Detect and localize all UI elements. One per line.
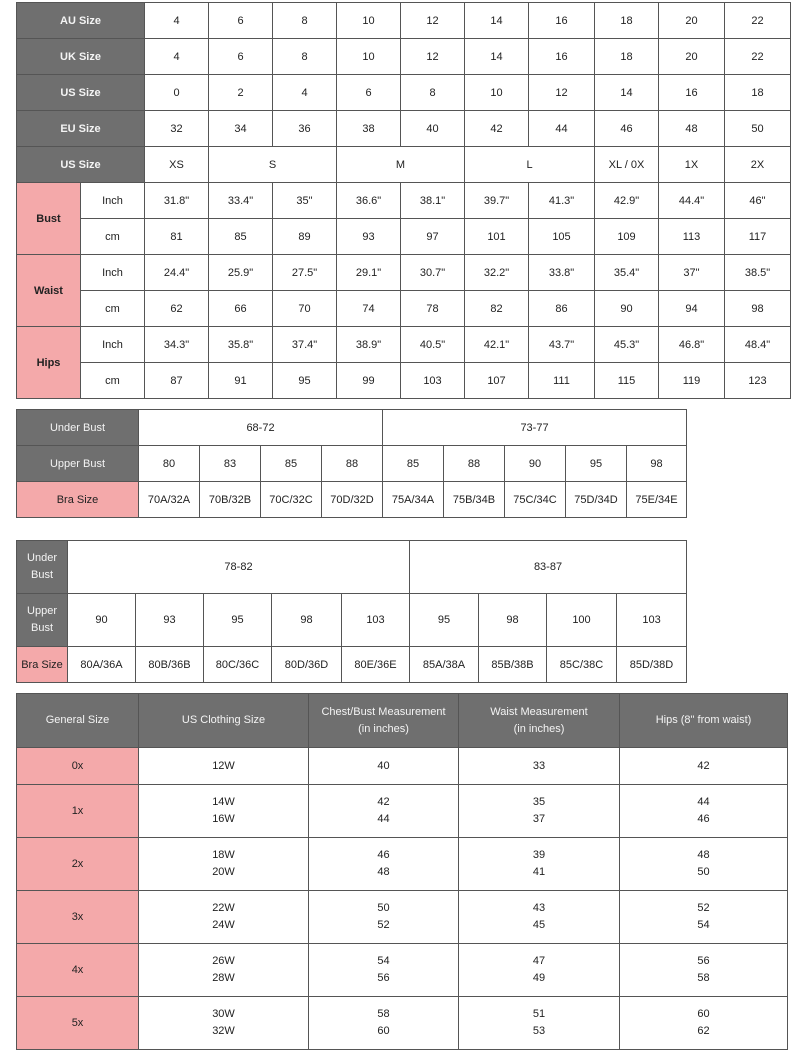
cell-line: 54 [697, 919, 710, 931]
cell: 6 [209, 3, 273, 39]
bra-size-table-2 [16, 540, 687, 683]
cell: 80D/36D [272, 647, 342, 683]
bust-label: Bust [17, 183, 81, 255]
cell: 70A/32A [139, 482, 200, 518]
cell-line: 46 [697, 813, 710, 825]
cell: 66 [209, 291, 273, 327]
cell: 88 [444, 446, 505, 482]
cell: 81 [145, 219, 209, 255]
cell: 12 [401, 39, 465, 75]
row-label: UK Size [17, 39, 145, 75]
general-size-cell: 1x [17, 785, 139, 838]
cell: 37" [659, 255, 725, 291]
header-waist [459, 694, 620, 748]
cell-line: 40 [377, 759, 390, 772]
cell: 36.6" [337, 183, 401, 219]
general-size-cell: 4x [17, 944, 139, 997]
cell-line: 26W [212, 955, 235, 967]
table-row [17, 785, 788, 838]
cell-line: 33 [532, 759, 546, 772]
cell: 36 [273, 111, 337, 147]
cell-line: 37 [532, 813, 546, 825]
cell [620, 891, 788, 944]
cell: 35" [273, 183, 337, 219]
cell: 6 [209, 39, 273, 75]
cell [459, 997, 620, 1050]
label-line: Bust [30, 569, 53, 581]
cell: 103 [342, 594, 410, 647]
waist-inch-row [17, 255, 791, 291]
cell: 80C/36C [204, 647, 272, 683]
cell: 42.9" [595, 183, 659, 219]
cell-line: 41 [532, 866, 546, 878]
cell: 85 [209, 219, 273, 255]
cell: 22 [725, 39, 791, 75]
bust-cm-row [17, 219, 791, 255]
bra-size-table-1 [16, 409, 687, 518]
cell: 32.2" [465, 255, 529, 291]
cell-line: 60 [697, 1008, 710, 1020]
unit-label: Inch [81, 327, 145, 363]
cell [459, 838, 620, 891]
cell-line: 30W [212, 1008, 235, 1020]
cell-line: 14W [212, 796, 235, 808]
cell [139, 785, 309, 838]
cell: 10 [337, 39, 401, 75]
cell-line: 44 [697, 796, 710, 808]
cell: XL / 0X [595, 147, 659, 183]
cell [309, 997, 459, 1050]
cell: 2X [725, 147, 791, 183]
row-label: US Size [17, 75, 145, 111]
cell: 16 [529, 39, 595, 75]
header-chest-bust [309, 694, 459, 748]
cell-line: 35 [532, 796, 546, 808]
cell-line: 54 [377, 955, 390, 967]
header-line: (in inches) [513, 722, 565, 735]
cell: 35.8" [209, 327, 273, 363]
cell: 4 [273, 75, 337, 111]
cell: 24.4" [145, 255, 209, 291]
cell: 75B/34B [444, 482, 505, 518]
cell: 31.8" [145, 183, 209, 219]
general-size-cell: 0x [17, 748, 139, 785]
cell: 93 [337, 219, 401, 255]
cell [459, 785, 620, 838]
eu-size-row [17, 111, 791, 147]
cell-line: 20W [212, 866, 235, 878]
cell-line: 50 [697, 866, 710, 878]
cell-line: 52 [377, 919, 390, 931]
cell [459, 944, 620, 997]
cell: 20 [659, 39, 725, 75]
unit-label: cm [81, 363, 145, 399]
waist-cm-row [17, 291, 791, 327]
uk-size-row [17, 39, 791, 75]
cell: 8 [401, 75, 465, 111]
cell [309, 891, 459, 944]
cell: 89 [273, 219, 337, 255]
cell: 70B/32B [200, 482, 261, 518]
cell: 46.8" [659, 327, 725, 363]
row-label [17, 541, 68, 594]
cell [309, 748, 459, 785]
cell: 12 [401, 3, 465, 39]
cell: 113 [659, 219, 725, 255]
row-label: Under Bust [17, 410, 139, 446]
cell: 6 [337, 75, 401, 111]
cell: 40.5" [401, 327, 465, 363]
cell [309, 944, 459, 997]
row-label: EU Size [17, 111, 145, 147]
cell: 97 [401, 219, 465, 255]
cell [139, 838, 309, 891]
cell: 38.5" [725, 255, 791, 291]
row-label [17, 594, 68, 647]
size-conversion-table [16, 2, 791, 399]
cell-line: 43 [532, 902, 546, 914]
cell: 88 [322, 446, 383, 482]
cell: 86 [529, 291, 595, 327]
general-size-cell: 5x [17, 997, 139, 1050]
cell-line: 52 [697, 902, 710, 914]
table-row [17, 838, 788, 891]
cell-line: 39 [532, 849, 546, 861]
cell: 80E/36E [342, 647, 410, 683]
cell-line: 12W [212, 759, 235, 772]
cell [309, 838, 459, 891]
cell: 111 [529, 363, 595, 399]
cell-line: 49 [532, 972, 546, 984]
cell [620, 748, 788, 785]
bra-size-row [17, 482, 687, 518]
header-general-size: General Size [17, 694, 139, 748]
cell: 85C/38C [547, 647, 617, 683]
cell: 85D/38D [617, 647, 687, 683]
label-line: Under [27, 552, 57, 564]
label-line: Bust [30, 622, 53, 634]
cell-line: 47 [532, 955, 546, 967]
cell: 62 [145, 291, 209, 327]
cell: 14 [465, 39, 529, 75]
us-size-row [17, 75, 791, 111]
cell: 85 [383, 446, 444, 482]
cell [139, 997, 309, 1050]
cell: 4 [145, 3, 209, 39]
cell-line: 18W [212, 849, 235, 861]
cell: 22 [725, 3, 791, 39]
cell: 35.4" [595, 255, 659, 291]
cell: 93 [136, 594, 204, 647]
cell: 39.7" [465, 183, 529, 219]
cell-line: 44 [377, 813, 390, 825]
cell: S [209, 147, 337, 183]
cell: 100 [547, 594, 617, 647]
cell: 16 [659, 75, 725, 111]
cell: 18 [595, 3, 659, 39]
cell: 73-77 [383, 410, 687, 446]
cell: 32 [145, 111, 209, 147]
cell: 18 [725, 75, 791, 111]
cell: 14 [465, 3, 529, 39]
unit-label: cm [81, 219, 145, 255]
cell: 103 [617, 594, 687, 647]
cell: 80A/36A [68, 647, 136, 683]
cell: 29.1" [337, 255, 401, 291]
cell [459, 748, 620, 785]
cell: 33.4" [209, 183, 273, 219]
row-label: Upper Bust [17, 446, 139, 482]
cell: 14 [595, 75, 659, 111]
cell: 75D/34D [566, 482, 627, 518]
cell-line: 53 [532, 1025, 546, 1037]
cell: 37.4" [273, 327, 337, 363]
cell [620, 997, 788, 1050]
cell: 83 [200, 446, 261, 482]
cell: 1X [659, 147, 725, 183]
upper-bust-row [17, 446, 687, 482]
table-row [17, 944, 788, 997]
cell: 46 [595, 111, 659, 147]
cell: 8 [273, 3, 337, 39]
cell: 90 [68, 594, 136, 647]
cell-line: 56 [377, 972, 390, 984]
cell: 46" [725, 183, 791, 219]
header-hips: Hips (8" from waist) [620, 694, 788, 748]
cell: 38.1" [401, 183, 465, 219]
header-row [17, 694, 788, 748]
label-line: Upper [27, 605, 57, 617]
cell: M [337, 147, 465, 183]
general-size-cell: 3x [17, 891, 139, 944]
cell: 85A/38A [410, 647, 479, 683]
cell: 105 [529, 219, 595, 255]
cell: 0 [145, 75, 209, 111]
us-letter-size-row [17, 147, 791, 183]
cell-line: 22W [212, 902, 235, 914]
cell: 82 [465, 291, 529, 327]
cell: 4 [145, 39, 209, 75]
cell: 44 [529, 111, 595, 147]
cell: 16 [529, 3, 595, 39]
row-label: Bra Size [17, 482, 139, 518]
under-bust-row [17, 410, 687, 446]
cell-line: 24W [212, 919, 235, 931]
table-row [17, 997, 788, 1050]
cell-line: 48 [377, 866, 390, 878]
cell-line: 58 [697, 972, 710, 984]
cell [620, 944, 788, 997]
cell: 42 [465, 111, 529, 147]
header-line: Waist Measurement [490, 705, 588, 718]
cell: 10 [337, 3, 401, 39]
cell: 50 [725, 111, 791, 147]
cell-line: 62 [697, 1025, 710, 1037]
cell: 68-72 [139, 410, 383, 446]
cell-line: 50 [377, 902, 390, 914]
cell: 99 [337, 363, 401, 399]
cell: 95 [410, 594, 479, 647]
cell: 43.7" [529, 327, 595, 363]
cell: 48.4" [725, 327, 791, 363]
cell-line: 51 [532, 1008, 546, 1020]
cell: 98 [272, 594, 342, 647]
cell: 75E/34E [627, 482, 687, 518]
cell: 42.1" [465, 327, 529, 363]
cell: 41.3" [529, 183, 595, 219]
cell: 90 [595, 291, 659, 327]
cell: 87 [145, 363, 209, 399]
table-row [17, 748, 788, 785]
cell: 38.9" [337, 327, 401, 363]
cell: 95 [273, 363, 337, 399]
cell: 70D/32D [322, 482, 383, 518]
cell [139, 891, 309, 944]
row-label: Bra Size [17, 647, 68, 683]
cell: 94 [659, 291, 725, 327]
au-size-row [17, 3, 791, 39]
cell: 117 [725, 219, 791, 255]
header-line: Chest/Bust Measurement [321, 705, 446, 718]
upper-bust-row [17, 594, 687, 647]
cell: 95 [204, 594, 272, 647]
cell: 45.3" [595, 327, 659, 363]
row-label: US Size [17, 147, 145, 183]
cell: 74 [337, 291, 401, 327]
cell-line: 42 [377, 796, 390, 808]
cell [309, 785, 459, 838]
row-label: AU Size [17, 3, 145, 39]
unit-label: cm [81, 291, 145, 327]
bust-inch-row [17, 183, 791, 219]
hips-inch-row [17, 327, 791, 363]
header-us-clothing-size: US Clothing Size [139, 694, 309, 748]
cell: 75C/34C [505, 482, 566, 518]
cell: 20 [659, 3, 725, 39]
general-size-cell: 2x [17, 838, 139, 891]
cell: 80B/36B [136, 647, 204, 683]
cell: 30.7" [401, 255, 465, 291]
cell: 12 [529, 75, 595, 111]
cell: 44.4" [659, 183, 725, 219]
cell: 103 [401, 363, 465, 399]
cell [620, 785, 788, 838]
cell: 2 [209, 75, 273, 111]
cell: 48 [659, 111, 725, 147]
cell: 90 [505, 446, 566, 482]
cell: 25.9" [209, 255, 273, 291]
header-line: (in inches) [358, 722, 409, 735]
cell: 34 [209, 111, 273, 147]
cell: 98 [479, 594, 547, 647]
cell: 107 [465, 363, 529, 399]
cell: 18 [595, 39, 659, 75]
cell: 83-87 [410, 541, 687, 594]
cell: 8 [273, 39, 337, 75]
unit-label: Inch [81, 183, 145, 219]
cell-line: 16W [212, 813, 235, 825]
cell: 75A/34A [383, 482, 444, 518]
cell: 109 [595, 219, 659, 255]
cell: 78 [401, 291, 465, 327]
cell-line: 60 [377, 1025, 390, 1037]
table-row [17, 891, 788, 944]
under-bust-row [17, 541, 687, 594]
cell: 91 [209, 363, 273, 399]
cell-line: 45 [532, 919, 546, 931]
cell: 119 [659, 363, 725, 399]
cell-line: 48 [697, 849, 710, 861]
cell [459, 891, 620, 944]
cell: 98 [725, 291, 791, 327]
cell [139, 944, 309, 997]
cell: 70C/32C [261, 482, 322, 518]
cell: 40 [401, 111, 465, 147]
hips-label: Hips [17, 327, 81, 399]
cell: 98 [627, 446, 687, 482]
cell: 85B/38B [479, 647, 547, 683]
cell-line: 46 [377, 849, 390, 861]
general-size-table [16, 693, 788, 1050]
cell: L [465, 147, 595, 183]
cell: XS [145, 147, 209, 183]
cell: 10 [465, 75, 529, 111]
bra-size-row [17, 647, 687, 683]
unit-label: Inch [81, 255, 145, 291]
hips-cm-row [17, 363, 791, 399]
cell: 70 [273, 291, 337, 327]
cell: 80 [139, 446, 200, 482]
cell: 101 [465, 219, 529, 255]
cell-line: 42 [697, 759, 710, 772]
cell: 123 [725, 363, 791, 399]
cell: 34.3" [145, 327, 209, 363]
cell-line: 56 [697, 955, 710, 967]
waist-label: Waist [17, 255, 81, 327]
cell-line: 32W [212, 1025, 235, 1037]
cell [620, 838, 788, 891]
cell: 95 [566, 446, 627, 482]
cell [139, 748, 309, 785]
cell: 85 [261, 446, 322, 482]
cell: 27.5" [273, 255, 337, 291]
cell: 38 [337, 111, 401, 147]
cell: 115 [595, 363, 659, 399]
cell: 33.8" [529, 255, 595, 291]
cell-line: 28W [212, 972, 235, 984]
cell-line: 58 [377, 1008, 390, 1020]
cell: 78-82 [68, 541, 410, 594]
